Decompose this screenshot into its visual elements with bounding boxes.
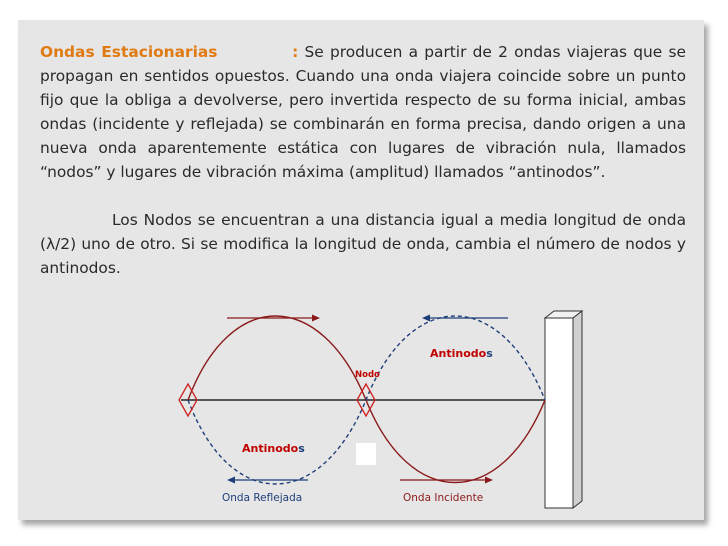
definition-body: Se producen a partir de 2 ondas viajeras que se propagan en sentidos opuestos. Cuando una onda viajera coincide sobre un punto fijo que la obliga a devolverse, pero invertida respecto de su forma inicial, ambas ondas (incidente y reflejada) se combinarán en forma precisa, dando origen a una nueva onda aparentemente estática con lugares de vibración nula, llamados “nodos” y lugares de vibración máxima (amplitud) llamados “antinodos”. [40, 43, 686, 181]
paragraph-nodes: Los Nodos se encuentran a una distancia igual a media longitud de onda (λ/2) uno de otro. Si se modifica la longitud de onda, cambia el número de nodos y antinodos. [40, 211, 686, 277]
heading-ondas-estacionarias: Ondas Estacionarias [40, 43, 218, 61]
node-label: Nodo [355, 370, 380, 380]
antinode-label-bottom: Antinodos [242, 442, 305, 455]
heading-colon: : [292, 43, 299, 61]
incident-wave-label: Onda Incidente [403, 492, 484, 504]
antinode-label-top: Antinodos [430, 347, 493, 360]
reflected-arrow-bottom [227, 477, 308, 484]
fixed-wall [545, 311, 582, 508]
blank-box [356, 443, 376, 465]
reflected-wave-label: Onda Reflejada [222, 492, 303, 504]
reflected-arrow-top [422, 315, 508, 322]
